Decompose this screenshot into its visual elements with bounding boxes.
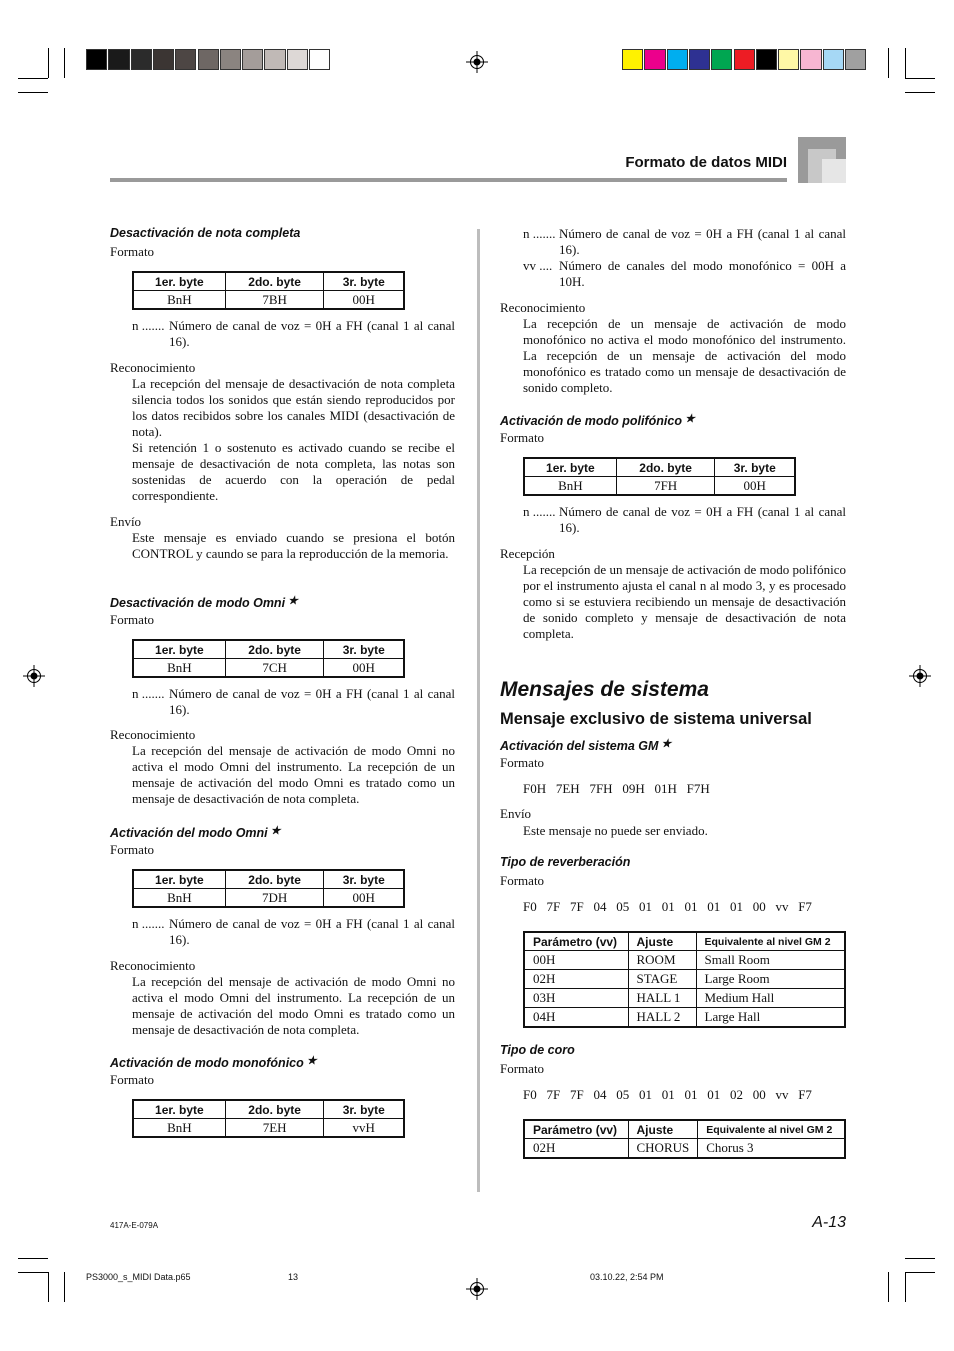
calibration-swatch <box>309 49 330 70</box>
param-note: n ....... Número de canal de voz = 0H a FH (canal 1 al canal 16). <box>132 686 455 717</box>
page-number: A-13 <box>812 1214 846 1231</box>
recognition-text: La recepción del mensaje de activación de modo Omni no activa el modo Omni del instrumento. La recepción de un mensaje de activación del modo Omni es tratado como un mensaje de desactivación de nota completa. <box>132 743 455 806</box>
calibration-swatch <box>667 49 688 70</box>
format-label: Formato <box>110 1072 155 1087</box>
star-icon: ★ <box>306 1055 317 1067</box>
table-row: 02H CHORUS Chorus 3 <box>524 1139 845 1159</box>
format-label: Formato <box>500 755 545 770</box>
star-icon: ★ <box>684 413 695 425</box>
header-rule <box>110 178 787 182</box>
param-note: n ....... Número de canal de voz = 0H a FH (canal 1 al canal 16). <box>523 504 846 535</box>
calibration-swatch <box>287 49 308 70</box>
header-title: Formato de datos MIDI <box>625 154 787 171</box>
byte-table: 1er. byte 2do. byte 3r. byte BnH 7BH 00H <box>132 271 405 310</box>
recognition-text: La recepción del mensaje de desactivación de nota completa silencia todos los sonidos que están siendo reproducidos por los datos recibidos sobre los canales MIDI (desactivación de nota). <box>132 376 455 439</box>
calibration-swatch <box>734 49 755 70</box>
star-icon: ★ <box>288 595 298 607</box>
header-tab-block <box>798 137 846 183</box>
recognition-label: Reconocimiento <box>500 300 586 315</box>
param-note: n ....... Número de canal de voz = 0H a FH (canal 1 al canal 16). <box>132 318 455 349</box>
calibration-swatch <box>622 49 643 70</box>
byte-table: 1er. byte 2do. byte 3r. byte BnH 7CH 00H <box>132 639 405 678</box>
table-row: BnH 7DH 00H <box>133 889 404 908</box>
format-label: Formato <box>500 1061 545 1076</box>
column-divider <box>477 229 480 1192</box>
message-code: F0H 7EH 7FH 09H 01H F7H <box>523 781 710 796</box>
table-row: 04H HALL 2 Large Hall <box>524 1008 845 1028</box>
format-label: Formato <box>500 873 545 888</box>
recognition-text: La recepción de un mensaje de activación de modo monofónico no activa el modo monofónico del instrumento. La recepción de un mensaje de activación del modo monofónico es tratado como un mensaje de desactivación de sonido completo. <box>523 316 846 395</box>
star-icon: ★ <box>661 738 672 750</box>
table-row: BnH 7FH 00H <box>524 477 795 496</box>
calibration-swatch <box>845 49 866 70</box>
registration-mark-icon <box>466 51 488 73</box>
reverb-param-table: Parámetro (vv) Ajuste Equivalente al nivel GM 2 00H ROOM Small Room 02H STAGE Large Room 03H HALL 1 Medium Hall 04H HALL 2 Large Hall <box>523 931 846 1028</box>
section-heading: Tipo de reverberación <box>500 855 631 869</box>
recognition-text: La recepción del mensaje de activación de modo Omni no activa el modo Omni del instrumento. La recepción de un mensaje de activación del modo Omni es tratado como un mensaje de desactivación de nota completa. <box>132 974 455 1037</box>
message-code: F0 7F 7F 04 05 01 01 01 01 02 00 vv F7 <box>523 1087 812 1102</box>
chorus-param-table: Parámetro (vv) Ajuste Equivalente al nivel GM 2 02H CHORUS Chorus 3 <box>523 1119 846 1159</box>
file-name: PS3000_s_MIDI Data.p65 <box>86 1272 191 1282</box>
calibration-swatch <box>220 49 241 70</box>
send-label: Envío <box>500 806 532 821</box>
registration-mark-icon <box>23 665 45 687</box>
calibration-swatch <box>644 49 665 70</box>
send-label: Envío <box>110 514 142 529</box>
section-heading: Activación de modo polifónico ★ <box>500 413 695 428</box>
calibration-swatch <box>689 49 710 70</box>
section-heading: Desactivación de modo Omni ★ <box>110 595 298 610</box>
section-heading: Tipo de coro <box>500 1043 575 1057</box>
table-row: BnH 7CH 00H <box>133 659 404 678</box>
recognition-label: Reconocimiento <box>110 727 196 742</box>
section-heading: Activación del modo Omni ★ <box>110 825 281 840</box>
recognition-text: Si retención 1 o sostenuto es activado cuando se recibe el mensaje de desactivación de nota completa, las notas son sostenidas de acuerdo con la operación de pedal correspondiente. <box>132 440 455 503</box>
send-text: Este mensaje no puede ser enviado. <box>523 823 708 838</box>
format-label: Formato <box>110 842 155 857</box>
byte-table: 1er. byte 2do. byte 3r. byte BnH 7FH 00H <box>523 457 796 496</box>
recognition-label: Reconocimiento <box>110 958 196 973</box>
print-date: 03.10.22, 2:54 PM <box>590 1272 664 1282</box>
table-row: BnH 7BH 00H <box>133 291 404 310</box>
print-page-number: 13 <box>288 1272 299 1282</box>
calibration-swatch <box>86 49 107 70</box>
calibration-swatch <box>108 49 129 70</box>
calibration-swatch <box>711 49 732 70</box>
calibration-swatch <box>198 49 219 70</box>
recognition-label: Reconocimiento <box>110 360 196 375</box>
send-text: Este mensaje es enviado cuando se presiona el botón CONTROL y caundo se para la reproducción de la memoria. <box>132 530 455 561</box>
table-row: 03H HALL 1 Medium Hall <box>524 989 845 1008</box>
section-heading: Desactivación de nota completa <box>110 226 301 240</box>
calibration-swatch <box>756 49 777 70</box>
table-row: BnH 7EH vvH <box>133 1119 404 1138</box>
calibration-swatch <box>264 49 285 70</box>
reception-text: La recepción de un mensaje de activación de modo polifónico por el instrumento ajusta el canal n al modo 3, y es procesado como si se estuviera recibiendo un mensaje de desactivación de sonido completo y mensaje de desactivación de nota completa. <box>523 562 846 641</box>
table-row: 00H ROOM Small Room <box>524 951 845 970</box>
reception-label: Recepción <box>500 546 555 561</box>
calibration-swatch <box>800 49 821 70</box>
byte-table: 1er. byte 2do. byte 3r. byte BnH 7EH vvH <box>132 1099 405 1138</box>
param-note: n ....... Número de canal de voz = 0H a FH (canal 1 al canal 16). <box>132 916 455 947</box>
calibration-swatch <box>153 49 174 70</box>
format-label: Formato <box>110 244 155 259</box>
calibration-swatch <box>823 49 844 70</box>
calibration-swatch <box>242 49 263 70</box>
section-title: Mensajes de sistema <box>500 678 709 701</box>
section-heading: Activación de modo monofónico ★ <box>110 1055 317 1070</box>
format-label: Formato <box>110 612 155 627</box>
section-heading: Activación del sistema GM ★ <box>500 738 672 753</box>
format-label: Formato <box>500 430 545 445</box>
param-note: n ....... Número de canal de voz = 0H a FH (canal 1 al canal 16). <box>523 226 846 257</box>
param-note: vv .... Número de canales del modo monofónico = 00H a 10H. <box>523 258 846 289</box>
subsection-title: Mensaje exclusivo de sistema universal <box>500 710 812 728</box>
byte-table: 1er. byte 2do. byte 3r. byte BnH 7DH 00H <box>132 869 405 908</box>
calibration-swatch <box>778 49 799 70</box>
star-icon: ★ <box>270 825 281 837</box>
document-code: 417A-E-079A <box>110 1221 159 1230</box>
registration-mark-icon <box>909 665 931 687</box>
calibration-swatch <box>131 49 152 70</box>
calibration-swatch <box>175 49 196 70</box>
table-row: 02H STAGE Large Room <box>524 970 845 989</box>
registration-mark-icon <box>466 1278 488 1300</box>
message-code: F0 7F 7F 04 05 01 01 01 01 01 00 vv F7 <box>523 899 812 914</box>
